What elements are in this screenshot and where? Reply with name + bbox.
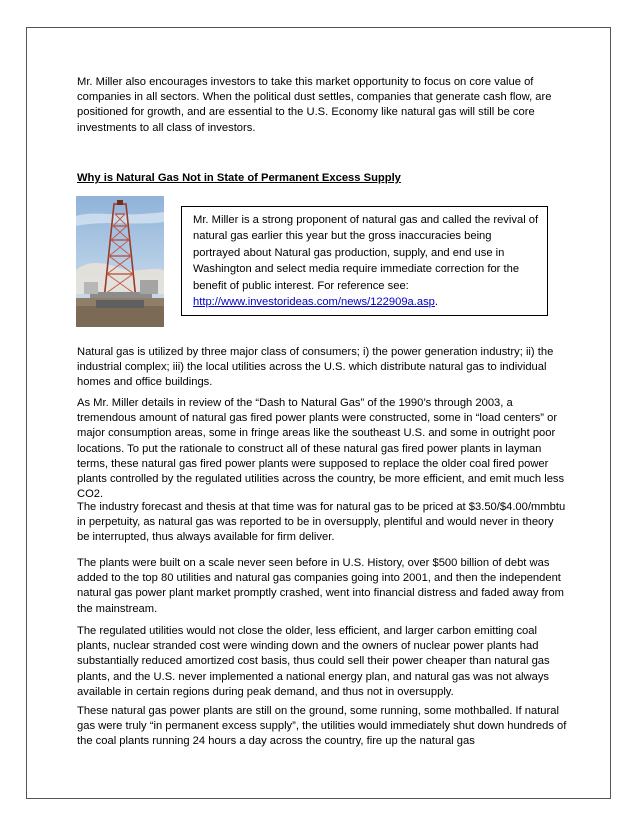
intro-paragraph: Mr. Miller also encourages investors to take this market opportunity to focus on core value of companies in all sectors. When the political dust settles, companies that generate cash flow, are positioned for growth, and are essential to the U.S. Economy like natural gas will still be core investments to all class of investors. bbox=[77, 76, 552, 134]
body-paragraph: The plants were built on a scale never seen before in U.S. History, over $500 billion of debt was added to the top 80 utilities and natural gas companies going into 2001, and then the independent natural gas power plant market promptly crashed, went into financial distress and faded away from the mainstream. bbox=[77, 557, 564, 615]
callout-text: Mr. Miller is a strong proponent of natural gas and called the revival of natural gas earlier this year but the gross inaccuracies being portrayed about Natural gas production, supply, and end use in Washington and select media require immediate correction for the benefit of public interest. For reference see: bbox=[193, 214, 539, 292]
section-heading: Why is Natural Gas Not in State of Permanent Excess Supply bbox=[77, 172, 401, 184]
body-paragraph: The industry forecast and thesis at that time was for natural gas to be priced at $3.50/$4.00/mmbtu in perpetuity, as natural gas was reported to be in oversupply, plentiful and would never in theory be interrupted, thus always available for firm deliver. bbox=[77, 501, 566, 544]
body-paragraph: As Mr. Miller details in review of the “Dash to Natural Gas” of the 1990’s through 2003, a tremendous amount of natural gas fired power plants were constructed, some in “load centers” or major consumption areas, some in fringe areas like the southeast U.S. and some in outright poor locations. To put the rationale to construct all of these natural gas fired power plants in layman terms, these natural gas fired power plants were supposed to replace the older coal fired power plants controlled by the regulated utilities across the country, be more efficient, and emit much less CO2. bbox=[77, 397, 565, 501]
body-paragraph: The regulated utilities would not close the older, less efficient, and larger carbon emitting coal plants, nuclear stranded cost were winding down and the owners of nuclear power plants had substantially reduced amortized cost basis, thus could sell their power cheaper than natural gas plants, and the U.S. never implemented a national energy plan, and natural gas was not always available in certain regions during peak demand, and thus not in oversupply. bbox=[77, 625, 550, 698]
body-paragraph: Natural gas is utilized by three major class of consumers; i) the power generation industry; ii) the industrial complex; iii) the local utilities across the U.S. which distribute natural gas to individual homes and office buildings. bbox=[77, 346, 554, 389]
callout-box bbox=[181, 206, 548, 316]
body-paragraph: These natural gas power plants are still on the ground, some running, some mothballed. If natural gas were truly “in permanent excess supply”, the utilities would immediately shut down hundreds of the coal plants running 24 hours a day across the country, fire up the natural gas bbox=[77, 705, 567, 748]
drilling-rig-photo bbox=[76, 196, 164, 327]
reference-link[interactable]: http://www.investorideas.com/news/122909a.asp bbox=[193, 296, 435, 309]
link-suffix: . bbox=[434, 296, 439, 309]
